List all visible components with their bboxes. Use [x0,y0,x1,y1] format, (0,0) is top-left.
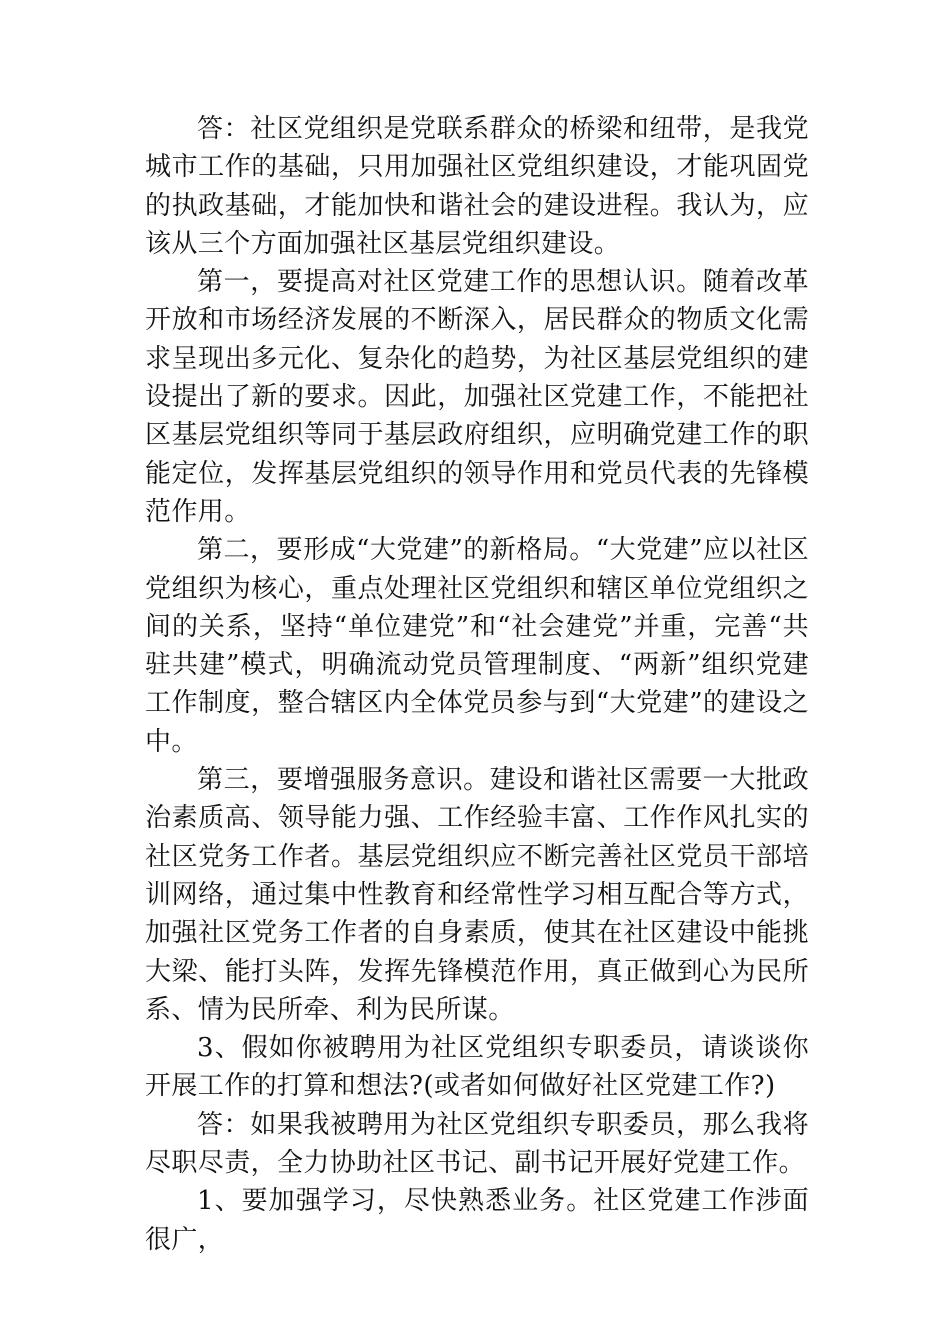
paragraph-question-three: 3、假如你被聘用为社区党组织专职委员，请谈谈你开展工作的打算和想法?(或者如何做好社区党建工作?) [145,1033,809,1102]
paragraph-point-one: 第一，要提高对社区党建工作的思想认识。随着改革开放和市场经济发展的不断深入，居民群众的物质文化需求呈现出多元化、复杂化的趋势，为社区基层党组织的建设提出了新的要求。因此，加强社区党建工作，不能把社区基层党组织等同于基层政府组织，应明确党建工作的职能定位，发挥基层党组织的领导作用和党员代表的先锋模范作用。 [145,267,809,527]
paragraph-point-three: 第三，要增强服务意识。建设和谐社区需要一大批政治素质高、领导能力强、工作经验丰富、工作作风扎实的社区党务工作者。基层党组织应不断完善社区党员干部培训网络，通过集中性教育和经常性学习相互配合等方式，加强社区党务工作者的自身素质，使其在社区建设中能挑大梁、能打头阵，发挥先锋模范作用，真正做到心为民所系、情为民所牵、利为民所谋。 [145,765,809,1025]
paragraph-answer-intro: 答：社区党组织是党联系群众的桥梁和纽带，是我党城市工作的基础，只用加强社区党组织建设，才能巩固党的执政基础，才能加快和谐社会的建设进程。我认为，应该从三个方面加强社区基层党组织建设。 [145,114,809,259]
paragraph-point-two: 第二，要形成“大党建”的新格局。“大党建”应以社区党组织为核心，重点处理社区党组织和辖区单位党组织之间的关系，坚持“单位建党”和“社会建党”并重，完善“共驻共建”模式，明确流动党员管理制度、“两新”组织党建工作制度，整合辖区内全体党员参与到“大党建”的建设之中。 [145,535,809,757]
document-body [145,110,809,1259]
paragraph-item-one: 1、要加强学习，尽快熟悉业务。社区党建工作涉面很广， [145,1186,809,1255]
paragraph-answer-three: 答：如果我被聘用为社区党组织专职委员，那么我将尽职尽责，全力协助社区书记、副书记开展好党建工作。 [145,1109,809,1179]
